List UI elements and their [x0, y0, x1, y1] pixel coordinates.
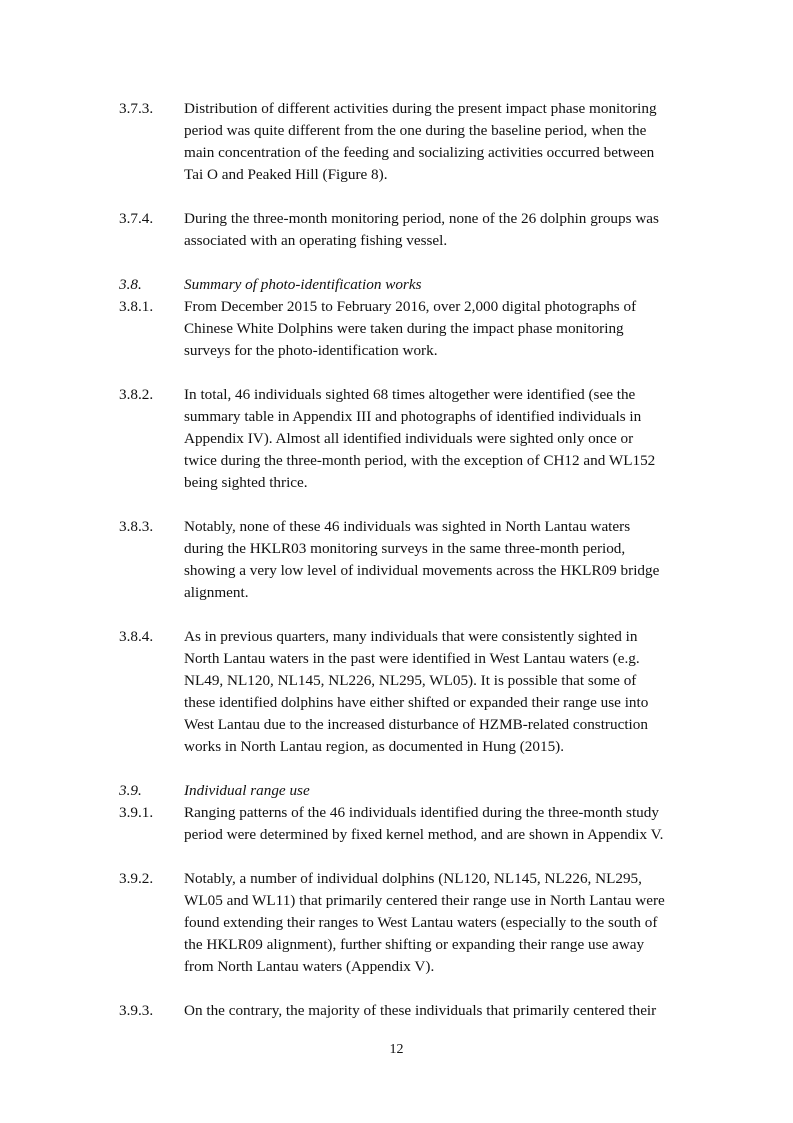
paragraph-number: 3.8.4. — [119, 628, 154, 645]
text-line: the HKLR09 alignment), further shifting or expanding their range use away — [184, 936, 645, 953]
text-line: period was quite different from the one during the baseline period, when the — [184, 122, 647, 139]
text-line: Distribution of different activities during the present impact phase monitoring — [184, 100, 657, 117]
section-title — [184, 274, 692, 296]
text-line: West Lantau due to the increased disturbance of HZMB-related construction — [184, 716, 648, 733]
text-line: North Lantau waters in the past were identified in West Lantau waters (e.g. — [184, 650, 640, 667]
text-line: from North Lantau waters (Appendix V). — [184, 958, 435, 975]
text-line: main concentration of the feeding and socializing activities occurred between — [184, 144, 655, 161]
text-line: Notably, a number of individual dolphins (NL120, NL145, NL226, NL295, — [184, 870, 642, 887]
text-line: Tai O and Peaked Hill (Figure 8). — [184, 166, 388, 183]
paragraph-text — [184, 516, 692, 604]
text-line: twice during the three-month period, with the exception of CH12 and WL152 — [184, 452, 656, 469]
text-line: During the three-month monitoring period, none of the 26 dolphin groups was — [184, 210, 659, 227]
paragraph-text — [184, 208, 692, 252]
section-number: 3.8. — [119, 276, 142, 293]
text-line: works in North Lantau region, as documented in Hung (2015). — [184, 738, 565, 755]
paragraph-text — [184, 1000, 692, 1022]
paragraph-number: 3.7.4. — [119, 210, 154, 227]
paragraph-text — [184, 296, 692, 362]
paragraph-number: 3.8.3. — [119, 518, 154, 535]
text-line: surveys for the photo-identification work. — [184, 342, 438, 359]
paragraph-number: 3.7.3. — [119, 100, 154, 117]
text-line: found extending their ranges to West Lantau waters (especially to the south of — [184, 914, 658, 931]
text-line: period were determined by fixed kernel method, and are shown in Appendix V. — [184, 826, 664, 843]
paragraph-number: 3.9.3. — [119, 1002, 154, 1019]
paragraph-number: 3.8.1. — [119, 298, 154, 315]
paragraph-number: 3.9.1. — [119, 804, 154, 821]
text-line: these identified dolphins have either shifted or expanded their range use into — [184, 694, 649, 711]
text-line: From December 2015 to February 2016, over 2,000 digital photographs of — [184, 298, 637, 315]
paragraph-text — [184, 802, 692, 846]
text-line: In total, 46 individuals sighted 68 times altogether were identified (see the — [184, 386, 636, 403]
paragraph-text — [184, 868, 692, 978]
text-line: being sighted thrice. — [184, 474, 308, 491]
paragraph-text — [184, 98, 692, 186]
heading-line: Individual range use — [184, 782, 310, 799]
paragraph-number: 3.9.2. — [119, 870, 154, 887]
text-line: summary table in Appendix III and photographs of identified individuals in — [184, 408, 642, 425]
heading-line: Summary of photo-identification works — [184, 276, 422, 293]
text-line: Appendix IV). Almost all identified individuals were sighted only once or — [184, 430, 634, 447]
section-title — [184, 780, 692, 802]
text-line: during the HKLR03 monitoring surveys in the same three-month period, — [184, 540, 626, 557]
text-line: Chinese White Dolphins were taken during the impact phase monitoring — [184, 320, 624, 337]
text-line: As in previous quarters, many individuals that were consistently sighted in — [184, 628, 638, 645]
text-line: On the contrary, the majority of these individuals that primarily centered their — [184, 1002, 657, 1019]
text-line: NL49, NL120, NL145, NL226, NL295, WL05). It is possible that some of — [184, 672, 637, 689]
text-line: Ranging patterns of the 46 individuals identified during the three-month study — [184, 804, 659, 821]
text-line: alignment. — [184, 584, 249, 601]
paragraph-text — [184, 626, 692, 758]
text-line: showing a very low level of individual movements across the HKLR09 bridge — [184, 562, 660, 579]
paragraph-number: 3.8.2. — [119, 386, 154, 403]
section-number: 3.9. — [119, 782, 142, 799]
text-line: WL05 and WL11) that primarily centered their range use in North Lantau were — [184, 892, 665, 909]
text-line: Notably, none of these 46 individuals was sighted in North Lantau waters — [184, 518, 631, 535]
page-number: 12 — [389, 1042, 404, 1057]
text-line: associated with an operating fishing vessel. — [184, 232, 448, 249]
paragraph-text — [184, 384, 692, 494]
